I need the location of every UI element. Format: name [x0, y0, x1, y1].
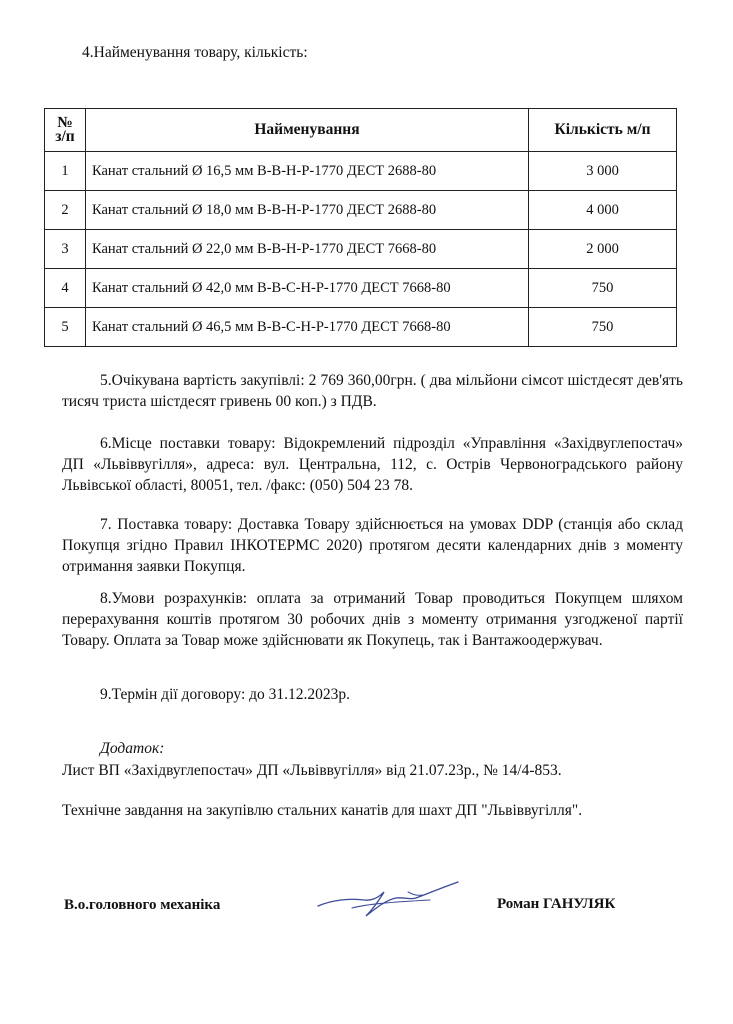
goods-table — [44, 108, 677, 347]
handwritten-signature — [312, 878, 462, 922]
table-row — [45, 152, 677, 191]
attachments-title: Додаток: — [100, 740, 165, 757]
row-num: 3 — [45, 230, 86, 269]
attachment-letter: Лист ВП «Західвуглепостач» ДП «Львіввугілля» від 21.07.23р., № 14/4-853. — [62, 762, 562, 779]
row-qty: 750 — [529, 269, 677, 308]
header-qty: Кількість м/п — [529, 109, 677, 152]
paragraph-5-cost: 5.Очікувана вартість закупівлі: 2 769 360,00грн. ( два мільйони сімсот шістдесят дев'ять тисяч триста шістдесят гривень 00 коп.) з ПДВ. — [62, 372, 683, 410]
row-name: Канат стальний Ø 16,5 мм В-В-Н-Р-1770 ДЕСТ 2688-80 — [86, 152, 529, 191]
row-name: Канат стальний Ø 22,0 мм В-В-Н-Р-1770 ДЕСТ 7668-80 — [86, 230, 529, 269]
row-qty: 2 000 — [529, 230, 677, 269]
signatory-role: В.о.головного механіка — [64, 897, 221, 913]
row-qty: 750 — [529, 308, 677, 347]
attachment-spec: Технічне завдання на закупівлю стальних канатів для шахт ДП "Львіввугілля". — [62, 802, 583, 819]
section-4-title: 4.Найменування товару, кількість: — [82, 44, 308, 61]
row-name: Канат стальний Ø 46,5 мм В-В-С-Н-Р-1770 ДЕСТ 7668-80 — [86, 308, 529, 347]
row-qty: 4 000 — [529, 191, 677, 230]
paragraph-7-delivery-terms: 7. Поставка товару: Доставка Товару здійснюється на умовах DDP (станція або склад Покупця згідно Правил ІНКОТЕРМС 2020) протягом десяти календарних днів з моменту отримання заявки Покупця. — [62, 516, 683, 575]
table-row — [45, 308, 677, 347]
row-name: Канат стальний Ø 42,0 мм В-В-С-Н-Р-1770 ДЕСТ 7668-80 — [86, 269, 529, 308]
paragraph-8-payment-terms: 8.Умови розрахунків: оплата за отриманий Товар проводиться Покупцем шляхом перерахування коштів протягом 30 робочих днів з моменту отримання узгодженої партії Товару. Оплата за Товар може здійснювати як Покупець, так і Вантажоодержувач. — [62, 590, 683, 649]
header-num: № з/п — [45, 109, 86, 152]
row-num: 4 — [45, 269, 86, 308]
row-num: 2 — [45, 191, 86, 230]
table-row — [45, 191, 677, 230]
row-num: 1 — [45, 152, 86, 191]
table-header-row — [45, 109, 677, 152]
signatory-name: Роман ГАНУЛЯК — [497, 896, 616, 912]
row-name: Канат стальний Ø 18,0 мм В-В-Н-Р-1770 ДЕСТ 2688-80 — [86, 191, 529, 230]
table-row — [45, 230, 677, 269]
row-num: 5 — [45, 308, 86, 347]
paragraph-6-delivery-place: 6.Місце поставки товару: Відокремлений підрозділ «Управління «Західвуглепостач» ДП «Львіввугілля», адреса: вул. Центральна, 112, с. Острів Червоноградського району Львівської області, 80051, тел. /факс: (050) 504 23 78. — [62, 435, 683, 494]
table-row — [45, 269, 677, 308]
row-qty: 3 000 — [529, 152, 677, 191]
paragraph-9-contract-term: 9.Термін дії договору: до 31.12.2023р. — [100, 686, 351, 703]
header-name: Найменування — [86, 109, 529, 152]
